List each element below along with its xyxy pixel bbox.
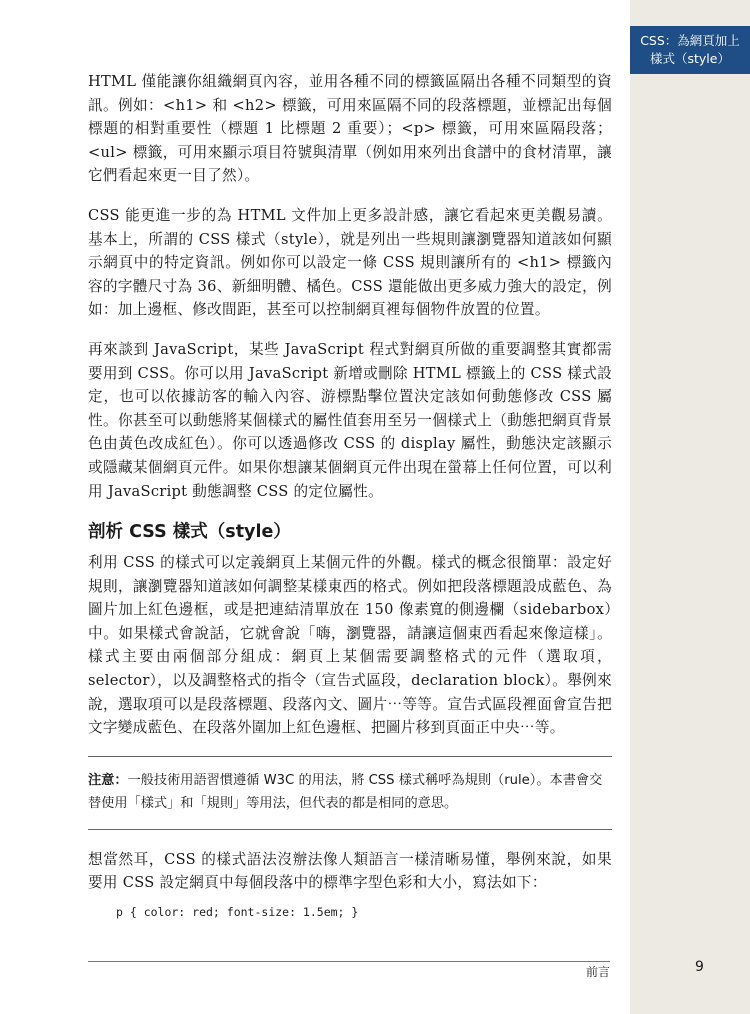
paragraph-javascript: 再來談到 JavaScript，某些 JavaScript 程式對網頁所做的重要調整其實都需要用到 CSS。你可以用 JavaScript 新增或刪除 HTML 標籤上的 CSS 樣式設定，也可以依據訪客的輸入內容、游標點擊位置決定該如何動態修改 CSS 屬性。你甚至可以動態將某個樣式的屬性值套用至另一個樣式上（動態把網頁背景色由黃色改成紅色）。你可以透過修改 CSS 的 display 屬性，動態決定該顯示或隱藏某個網頁元件。如果你想讓某個網頁元件出現在螢幕上任何位置，可以利用 JavaScript 動態調整 CSS 的定位屬性。 (88, 340, 612, 500)
page-margin-strip (630, 0, 750, 1014)
note-label: 注意： (88, 772, 128, 788)
paragraph-css-intro: CSS 能更進一步的為 HTML 文件加上更多設計感，讓它看起來更美觀易讀。基本上，所謂的 CSS 樣式（style），就是列出一些規則讓瀏覽器知道該如何顯示網頁中的特定資訊。例如你可以設定一條 CSS 規則讓所有的 <h1> 標籤內容的字體尺寸為 36、新細明體、橘色。CSS 還能做出更多威力強大的設定，例如：加上邊框、修改間距，甚至可以控制網頁裡每個物件放置的位置。 (88, 206, 612, 319)
page-content (88, 70, 612, 921)
code-example: p { color: red; font-size: 1.5em; } (116, 905, 359, 920)
footer-divider (88, 961, 610, 962)
chapter-tab (630, 26, 750, 74)
note-text: 一般技術用語習慣遵循 W3C 的用法，將 CSS 樣式稱呼為規則（rule）。本書會交替使用「樣式」和「規則」等用法，但代表的都是相同的意思。 (88, 772, 603, 811)
chapter-tab-line-1: CSS：為網頁加上 (640, 33, 740, 48)
chapter-tab-line-2: 樣式（style） (650, 51, 730, 66)
note-box (88, 756, 612, 830)
page-number: 9 (695, 959, 704, 975)
paragraph-html-intro: HTML 僅能讓你組織網頁內容，並用各種不同的標籤區隔出各種不同類型的資訊。例如：<h1> 和 <h2> 標籤，可用來區隔不同的段落標題，並標記出每個標題的相對重要性（標題 1 比標題 2 重要）；<p> 標籤，可用來區隔段落；<ul> 標籤，可用來顯示項目符號與清單（例如用來列出食譜中的食材清單，讓它們看起來更一目了然）。 (88, 73, 612, 185)
paragraph-style-anatomy: 利用 CSS 的樣式可以定義網頁上某個元件的外觀。樣式的概念很簡單：設定好規則，讓瀏覽器知道該如何調整某樣東西的格式。例如把段落標題設成藍色、為圖片加上紅色邊框，或是把連結清單放在 150 像素寬的側邊欄（sidebarbox）中。如果樣式會說話，它就會說「嗨，瀏覽器，請讓這個東西看起來像這樣」。樣式主要由兩個部分組成：網頁上某個需要調整格式的元件（選取項，selector），以及調整格式的指令（宣告式區段，declaration block）。舉例來說，選取項可以是段落標題、段落內文、圖片⋯等等。宣告式區段裡面會宣告把文字變成藍色、在段落外圍加上紅色邊框、把圖片移到頁面正中央⋯等。 (88, 554, 612, 737)
paragraph-syntax: 想當然耳，CSS 的樣式語法沒辦法像人類語言一樣清晰易懂，舉例來說，如果要用 CSS 設定網頁中每個段落中的標準字型色彩和大小，寫法如下： (88, 850, 612, 892)
section-heading: 剖析 CSS 樣式（style） (88, 522, 291, 543)
footer-section-label: 前言 (586, 965, 611, 979)
